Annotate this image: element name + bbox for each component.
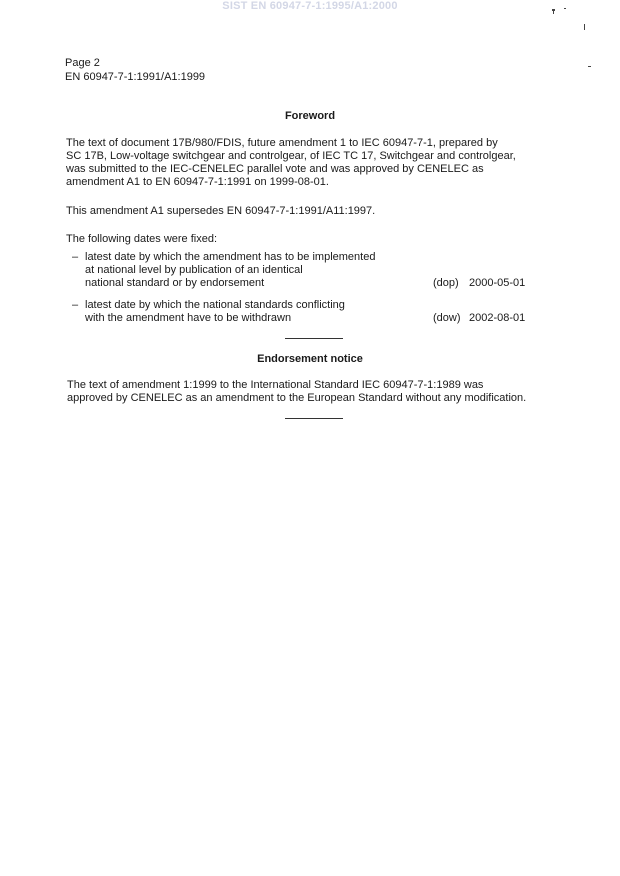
dow-date-item <box>72 299 542 327</box>
dop-description-line: national standard or by endorsement <box>85 277 265 289</box>
dow-date: 2002-08-01 <box>469 312 526 324</box>
foreword-line: The text of document 17B/980/FDIS, future amendment 1 to IEC 60947-7-1, prepared by <box>66 137 498 149</box>
endorsement-line: The text of amendment 1:1999 to the International Standard IEC 60947-7-1:1989 was <box>67 379 484 391</box>
dates-intro: The following dates were fixed: <box>66 233 218 245</box>
scan-speck <box>584 24 585 30</box>
scan-speck <box>553 11 554 14</box>
dop-description-line: latest date by which the amendment has to be implemented <box>85 251 376 263</box>
document-reference: EN 60947-7-1:1991/A1:1999 <box>65 71 206 83</box>
dop-date-item <box>72 251 542 291</box>
scan-speck <box>588 66 591 67</box>
list-dash: – <box>72 251 79 263</box>
scan-speck <box>564 8 566 9</box>
dow-description-line: latest date by which the national standards conflicting <box>85 299 345 311</box>
dop-description-line: at national level by publication of an identical <box>85 264 303 276</box>
supersedes-paragraph: This amendment A1 supersedes EN 60947-7-1:1991/A11:1997. <box>66 205 376 217</box>
foreword-line: amendment A1 to EN 60947-7-1:1991 on 1999-08-01. <box>66 176 329 188</box>
page-header <box>65 56 205 84</box>
endorsement-paragraph <box>67 379 560 405</box>
dow-description <box>85 299 425 325</box>
document-watermark: SIST EN 60947-7-1:1995/A1:2000 <box>222 0 398 12</box>
dow-code: (dow) <box>433 312 461 324</box>
foreword-title: Foreword <box>284 110 336 122</box>
dow-description-line: with the amendment have to be withdrawn <box>85 312 292 324</box>
endorsement-title: Endorsement notice <box>257 353 363 365</box>
dop-date: 2000-05-01 <box>469 277 526 289</box>
list-dash: – <box>72 299 79 311</box>
foreword-line: was submitted to the IEC-CENELEC parallel vote and was approved by CENELEC as <box>66 163 484 175</box>
dop-description <box>85 251 425 290</box>
end-divider <box>285 418 343 419</box>
section-divider <box>285 338 343 339</box>
page-number: Page 2 <box>65 57 100 69</box>
dop-code: (dop) <box>433 277 459 289</box>
endorsement-line: approved by CENELEC as an amendment to the European Standard without any modification. <box>67 392 527 404</box>
foreword-paragraph <box>66 137 559 189</box>
foreword-line: SC 17B, Low-voltage switchgear and controlgear, of IEC TC 17, Switchgear and controlgear, <box>66 150 516 162</box>
